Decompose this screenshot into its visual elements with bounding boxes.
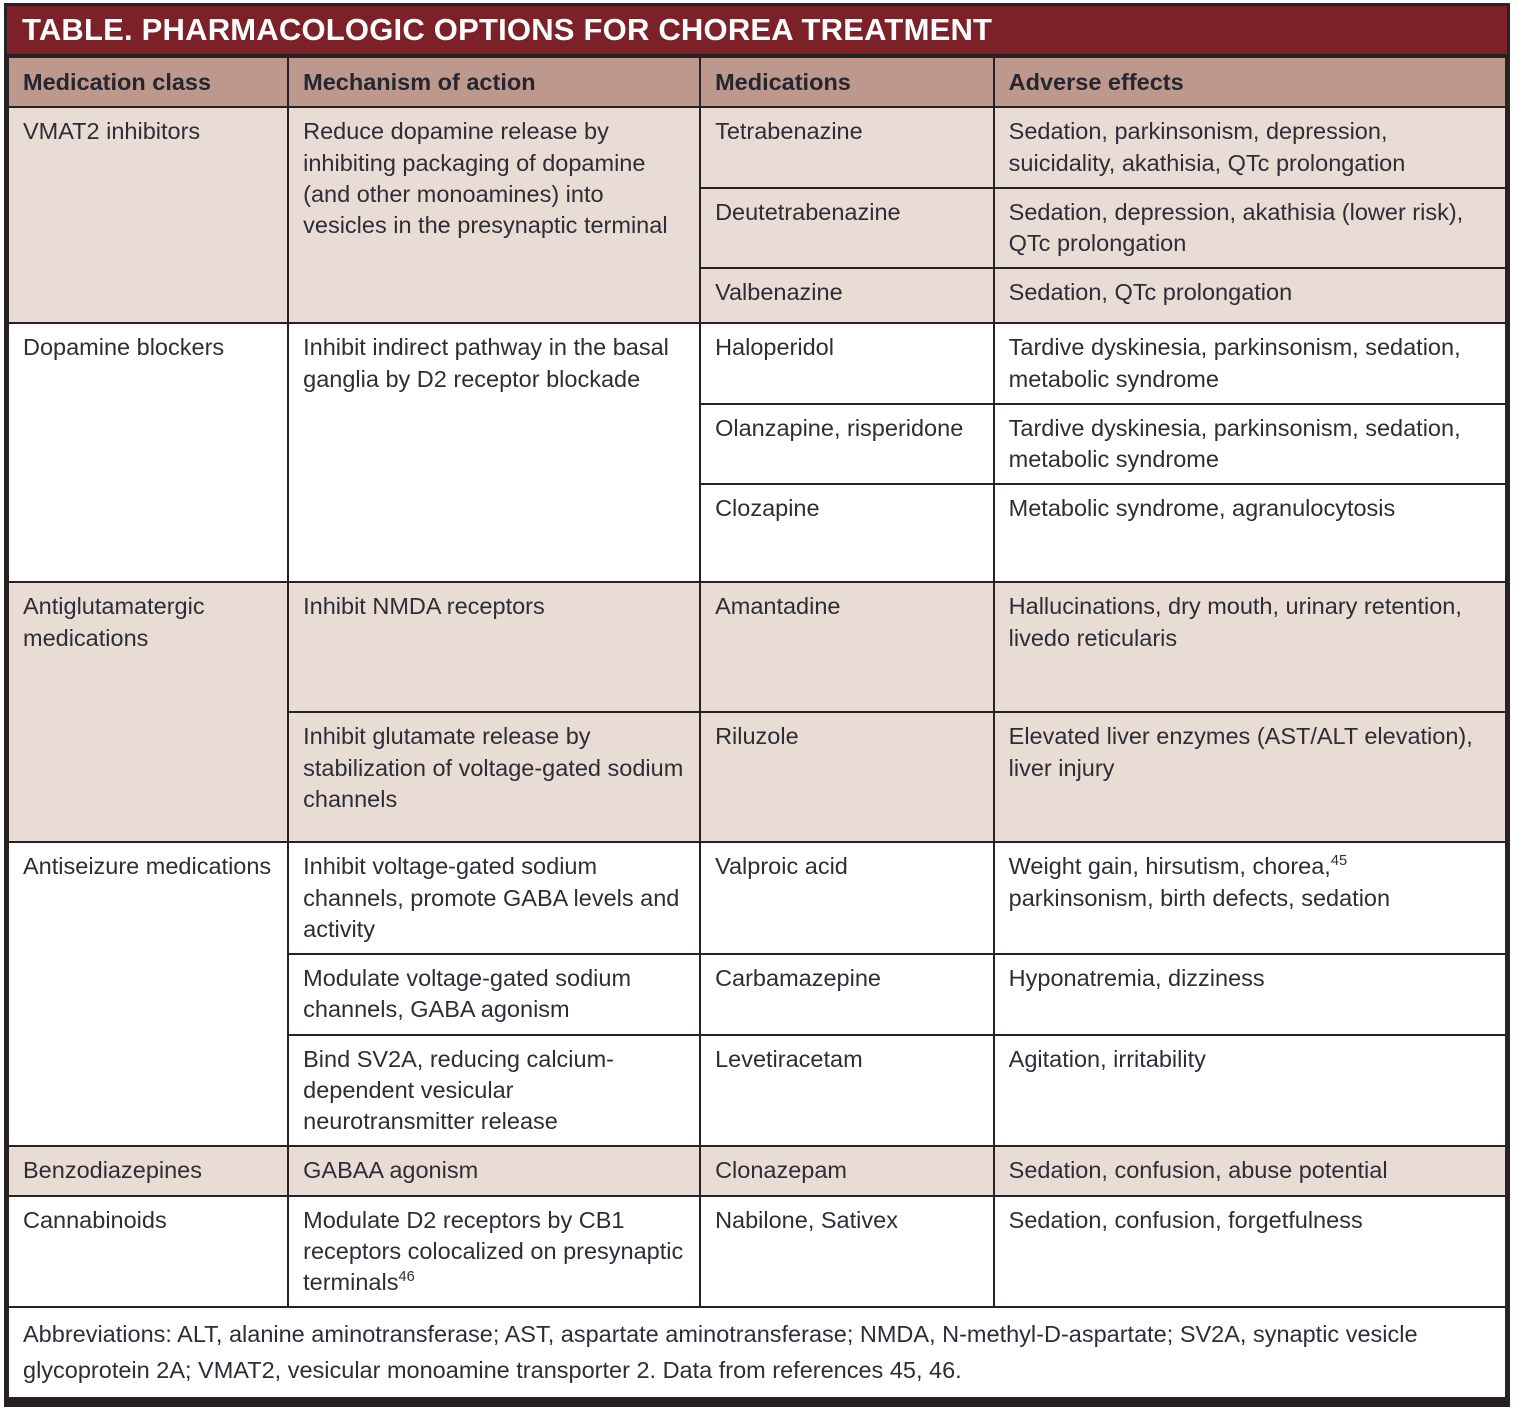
mechanism-cell: Inhibit voltage-gated sodium channels, promote GABA levels and activity bbox=[288, 842, 700, 954]
medication-cell: Clonazepam bbox=[700, 1146, 994, 1195]
medication-class-cell: Benzodiazepines bbox=[8, 1146, 288, 1195]
medication-cell: Tetrabenazine bbox=[700, 107, 994, 188]
table-row bbox=[8, 1196, 1506, 1308]
medication-class-cell: Dopamine blockers bbox=[8, 323, 288, 582]
medication-cell: Haloperidol bbox=[700, 323, 994, 404]
footnote-row bbox=[8, 1307, 1506, 1398]
table-row bbox=[8, 323, 1506, 404]
medication-cell: Carbamazepine bbox=[700, 954, 994, 1035]
medication-class-cell: Antiglutamatergic medications bbox=[8, 582, 288, 842]
adverse-effects-cell: Elevated liver enzymes (AST/ALT elevation), liver injury bbox=[994, 712, 1506, 842]
mechanism-cell bbox=[288, 1196, 700, 1308]
table-row bbox=[8, 582, 1506, 712]
adverse-effects-cell: Tardive dyskinesia, parkinsonism, sedation, metabolic syndrome bbox=[994, 323, 1506, 404]
adverse-effects-cell: Tardive dyskinesia, parkinsonism, sedation, metabolic syndrome bbox=[994, 404, 1506, 485]
adverse-effects-cell: Metabolic syndrome, agranulocytosis bbox=[994, 484, 1506, 582]
medication-cell: Clozapine bbox=[700, 484, 994, 582]
medication-class-cell: Cannabinoids bbox=[8, 1196, 288, 1308]
mechanism-cell: Inhibit NMDA receptors bbox=[288, 582, 700, 712]
table-title-bar bbox=[7, 6, 1507, 56]
pharmacologic-options-table bbox=[7, 56, 1507, 1399]
mechanism-cell: Inhibit indirect pathway in the basal ganglia by D2 receptor blockade bbox=[288, 323, 700, 582]
medication-cell: Valproic acid bbox=[700, 842, 994, 954]
column-header-row bbox=[8, 57, 1506, 107]
table-row bbox=[8, 107, 1506, 188]
column-header-adverse-effects: Adverse effects bbox=[994, 57, 1506, 107]
mechanism-cell: GABAA agonism bbox=[288, 1146, 700, 1195]
adverse-effects-cell bbox=[994, 842, 1506, 954]
medication-cell: Deutetrabenazine bbox=[700, 188, 994, 269]
adverse-effects-cell: Sedation, confusion, abuse potential bbox=[994, 1146, 1506, 1195]
adverse-effects-cell: Sedation, parkinsonism, depression, suicidality, akathisia, QTc prolongation bbox=[994, 107, 1506, 188]
column-header-medications: Medications bbox=[700, 57, 994, 107]
mechanism-text: Modulate D2 receptors by CB1 receptors colocalized on presynaptic terminals bbox=[303, 1206, 684, 1295]
table-row bbox=[8, 1146, 1506, 1195]
column-header-medication-class: Medication class bbox=[8, 57, 288, 107]
adverse-effects-text: parkinsonism, birth defects, sedation bbox=[1008, 884, 1391, 911]
bottom-rule bbox=[7, 1399, 1507, 1407]
reference-superscript: 46 bbox=[398, 1269, 415, 1286]
medication-cell: Olanzapine, risperidone bbox=[700, 404, 994, 485]
chorea-treatment-table bbox=[4, 3, 1510, 1407]
adverse-effects-cell: Sedation, QTc prolongation bbox=[994, 268, 1506, 323]
reference-superscript: 45 bbox=[1330, 853, 1348, 870]
adverse-effects-text: Weight gain, hirsutism, chorea, bbox=[1008, 853, 1331, 880]
medication-cell: Amantadine bbox=[700, 582, 994, 712]
medication-class-cell: Antiseizure medications bbox=[8, 842, 288, 1146]
mechanism-cell: Inhibit glutamate release by stabilization of voltage-gated sodium channels bbox=[288, 712, 700, 842]
table-title: TABLE. PHARMACOLOGIC OPTIONS FOR CHOREA TREATMENT bbox=[22, 12, 993, 47]
adverse-effects-cell: Hyponatremia, dizziness bbox=[994, 954, 1506, 1035]
adverse-effects-cell: Sedation, depression, akathisia (lower risk), QTc prolongation bbox=[994, 188, 1506, 269]
medication-cell: Riluzole bbox=[700, 712, 994, 842]
medication-cell: Nabilone, Sativex bbox=[700, 1196, 994, 1308]
adverse-effects-cell: Hallucinations, dry mouth, urinary retention, livedo reticularis bbox=[994, 582, 1506, 712]
medication-cell: Valbenazine bbox=[700, 268, 994, 323]
medication-cell: Levetiracetam bbox=[700, 1035, 994, 1147]
mechanism-cell: Bind SV2A, reducing calcium-dependent vesicular neurotransmitter release bbox=[288, 1035, 700, 1147]
column-header-mechanism: Mechanism of action bbox=[288, 57, 700, 107]
medication-class-cell: VMAT2 inhibitors bbox=[8, 107, 288, 323]
abbreviations-note: Abbreviations: ALT, alanine aminotransferase; AST, aspartate aminotransferase; NMDA, N-methyl-D-aspartate; SV2A, synaptic vesicle glycoprotein 2A; VMAT2, vesicular monoamine transporter 2. Data from references 45, 46. bbox=[8, 1307, 1506, 1398]
mechanism-cell: Modulate voltage-gated sodium channels, GABA agonism bbox=[288, 954, 700, 1035]
table-row bbox=[8, 842, 1506, 954]
adverse-effects-cell: Agitation, irritability bbox=[994, 1035, 1506, 1147]
mechanism-cell: Reduce dopamine release by inhibiting packaging of dopamine (and other monoamines) into vesicles in the presynaptic terminal bbox=[288, 107, 700, 323]
adverse-effects-cell: Sedation, confusion, forgetfulness bbox=[994, 1196, 1506, 1308]
